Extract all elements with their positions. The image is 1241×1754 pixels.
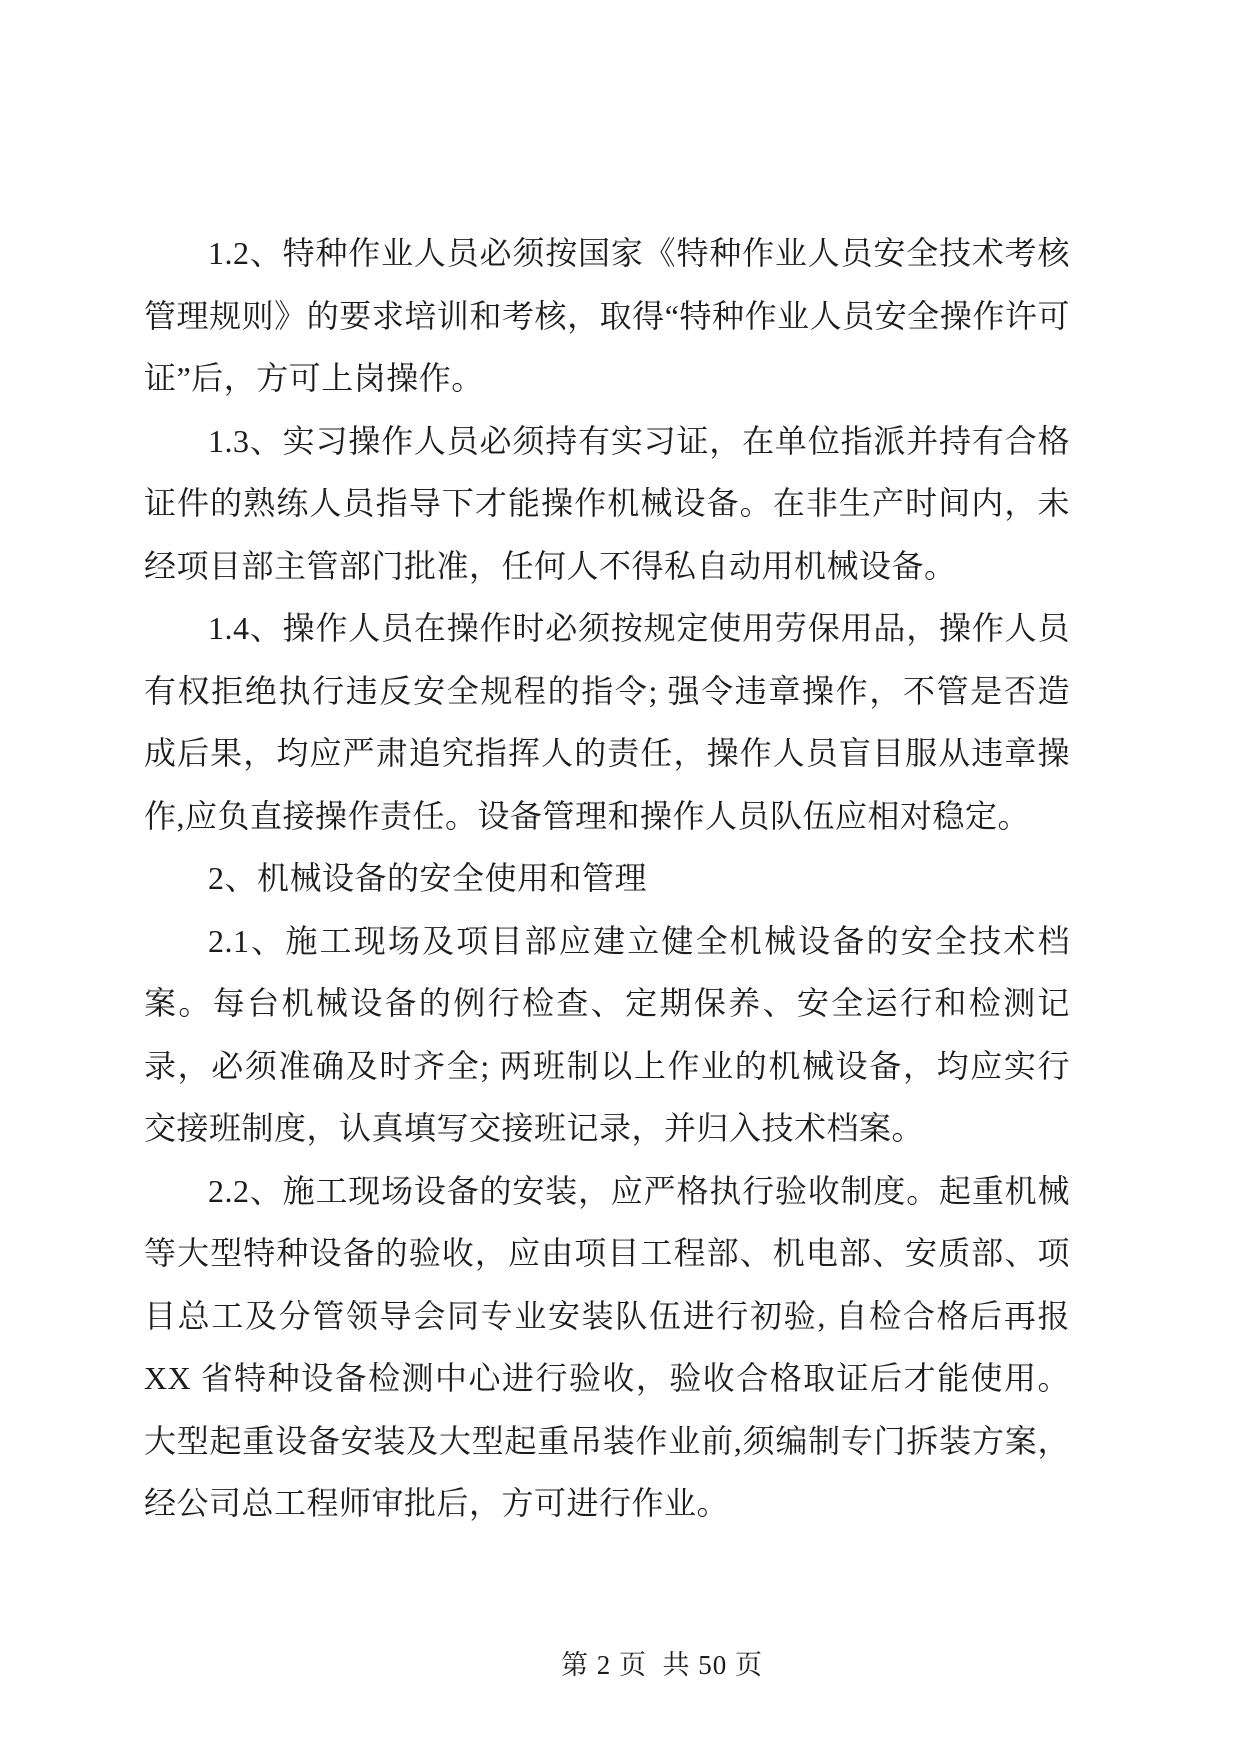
document-body: [144, 222, 1070, 1535]
paragraph: 2.1、施工现场及项目部应建立健全机械设备的安全技术档案。每台机械设备的例行检查、定期保养、安全运行和检测记录，必须准确及时齐全; 两班制以上作业的机械设备，均应实行交接班制度，认真填写交接班记录，并归入技术档案。: [144, 922, 1070, 1146]
paragraph: 1.2、特种作业人员必须按国家《特种作业人员安全技术考核管理规则》的要求培训和考核，取得“特种作业人员安全操作许可证”后，方可上岗操作。: [144, 235, 1070, 396]
page-footer: [26, 1612, 1241, 1713]
paragraph: 2、机械设备的安全使用和管理: [208, 860, 648, 896]
page-number-label: 第 2 页 共 50 页: [561, 1650, 763, 1680]
paragraph: 2.2、施工现场设备的安装，应严格执行验收制度。起重机械等大型特种设备的验收，应由项目工程部、机电部、安质部、项目总工及分管领导会同专业安装队伍进行初验, 自检合格后再报 XX 省特种设备检测中心进行验收，验收合格取证后才能使用。大型起重设备安装及大型起重吊装作业前,须编制专门拆装方案，经公司总工程师审批后，方可进行作业。: [144, 1172, 1070, 1521]
paragraph: 1.3、实习操作人员必须持有实习证，在单位指派并持有合格证件的熟练人员指导下才能操作机械设备。在非生产时间内，未经项目部主管部门批准，任何人不得私自动用机械设备。: [144, 422, 1070, 584]
paragraph: 1.4、操作人员在操作时必须按规定使用劳保用品，操作人员有权拒绝执行违反安全规程的指令; 强令违章操作，不管是否造成后果，均应严肃追究指挥人的责任，操作人员盲目服从违章操作,应负直接操作责任。设备管理和操作人员队伍应相对稳定。: [144, 610, 1070, 834]
